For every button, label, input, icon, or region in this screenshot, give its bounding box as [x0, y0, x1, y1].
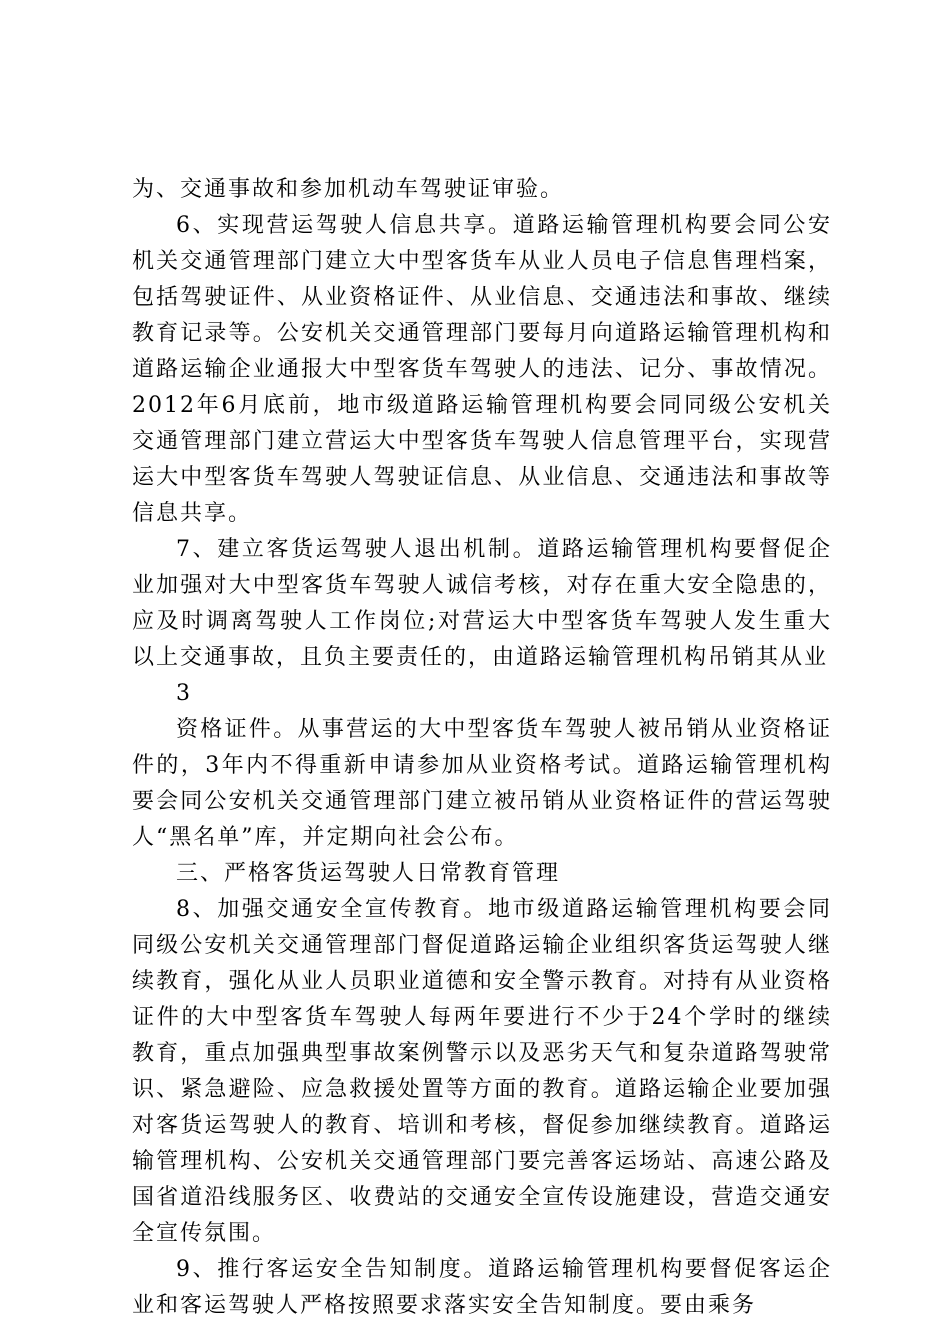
paragraph-item-6: 6、实现营运驾驶人信息共享。道路运输管理机构要会同公安机关交通管理部门建立大中型客货车从业人员电子信息售理档案，包括驾驶证件、从业资格证件、从业信息、交通违法和事故、继续教育记录等。公安机关交通管理部门要每月向道路运输管理机构和道路运输企业通报大中型客货车驾驶人的违法、记分、事故情况。2012年6月底前，地市级道路运输管理机构要会同同级公安机关交通管理部门建立营运大中型客货车驾驶人信息管理平台，实现营运大中型客货车驾驶人驾驶证信息、从业信息、交通违法和事故等信息共享。: [132, 213, 832, 526]
document-body: [132, 172, 832, 1324]
paragraph-item-7: 7、建立客货运驾驶人退出机制。道路运输管理机构要督促企业加强对大中型客货车驾驶人诚信考核，对存在重大安全隐患的，应及时调离驾驶人工作岗位;对营运大中型客货车驾驶人发生重大以上交通事故，且负主要责任的，由道路运输管理机构吊销其从业: [132, 537, 832, 670]
paragraph-continuation: 为、交通事故和参加机动车驾驶证审验。: [132, 177, 565, 202]
paragraph-item-9: 9、推行客运安全告知制度。道路运输管理机构要督促客运企业和客运驾驶人严格按照要求落实安全告知制度。要由乘务: [132, 1257, 832, 1318]
page-number: 3: [176, 681, 192, 706]
section-heading-3: 三、严格客货运驾驶人日常教育管理: [176, 861, 561, 886]
paragraph-item-8: 8、加强交通安全宣传教育。地市级道路运输管理机构要会同同级公安机关交通管理部门督促道路运输企业组织客货运驾驶人继续教育，强化从业人员职业道德和安全警示教育。对持有从业资格证件的大中型客货车驾驶人每两年要进行不少于24个学时的继续教育，重点加强典型事故案例警示以及恶劣天气和复杂道路驾驶常识、紧急避险、应急救援处置等方面的教育。道路运输企业要加强对客货运驾驶人的教育、培训和考核，督促参加继续教育。道路运输管理机构、公安机关交通管理部门要完善客运场站、高速公路及国省道沿线服务区、收费站的交通安全宣传设施建设，营造交通安全宣传氛围。: [132, 897, 832, 1246]
paragraph-item-7-continued: 资格证件。从事营运的大中型客货车驾驶人被吊销从业资格证件的，3年内不得重新申请参加从业资格考试。道路运输管理机构要会同公安机关交通管理部门建立被吊销从业资格证件的营运驾驶人“黑名单”库，并定期向社会公布。: [132, 717, 832, 850]
